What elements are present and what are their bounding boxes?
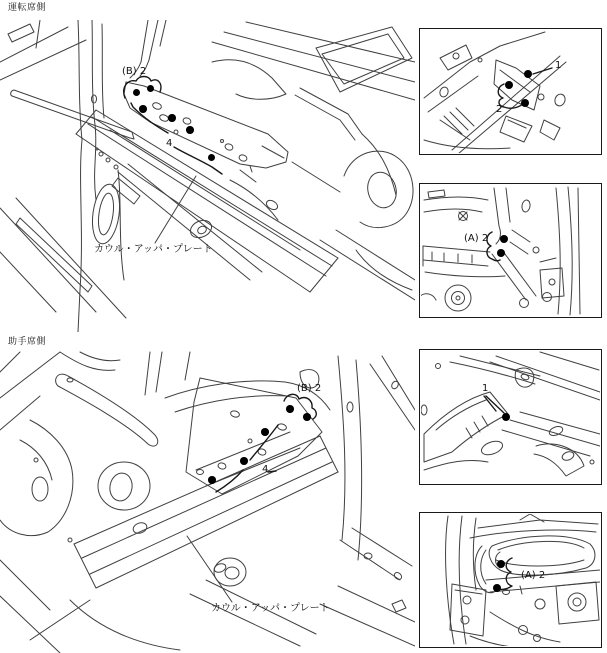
callout-label: カウル・アッパ・プレート [211, 603, 330, 614]
weld-point [493, 584, 502, 593]
weld-point [186, 126, 194, 134]
weld-point [208, 154, 216, 162]
weld-point [521, 99, 530, 108]
weld-point [502, 413, 511, 422]
weld-point [303, 413, 311, 421]
callout-label: 1 [482, 383, 489, 394]
callout-label: (A) 2 [464, 233, 489, 244]
driver-side-title: 運転席側 [8, 3, 47, 13]
weld-point [500, 235, 509, 244]
callout-label: 4 [166, 138, 173, 149]
weld-point [133, 89, 141, 97]
weld-point [286, 405, 294, 413]
weld-point [168, 114, 176, 122]
weld-point [240, 457, 248, 465]
callout-label: カウル・アッパ・プレート [94, 244, 213, 255]
callout-label: (B) 2 [122, 66, 147, 77]
callout-label: 2 [496, 104, 503, 115]
weld-point [497, 560, 506, 569]
weld-point [261, 428, 269, 436]
callout-label: (B) 2 [297, 383, 322, 394]
callout-label: (A) 2 [521, 570, 546, 581]
weld-point [524, 70, 533, 79]
weld-point [208, 476, 216, 484]
weld-point [147, 85, 155, 93]
weld-point [139, 105, 147, 113]
weld-point [505, 81, 514, 90]
weld-point [497, 249, 506, 258]
passenger-side-title: 助手席側 [8, 337, 47, 347]
callout-label: 1 [555, 60, 562, 71]
callout-label: 4 [262, 464, 269, 475]
